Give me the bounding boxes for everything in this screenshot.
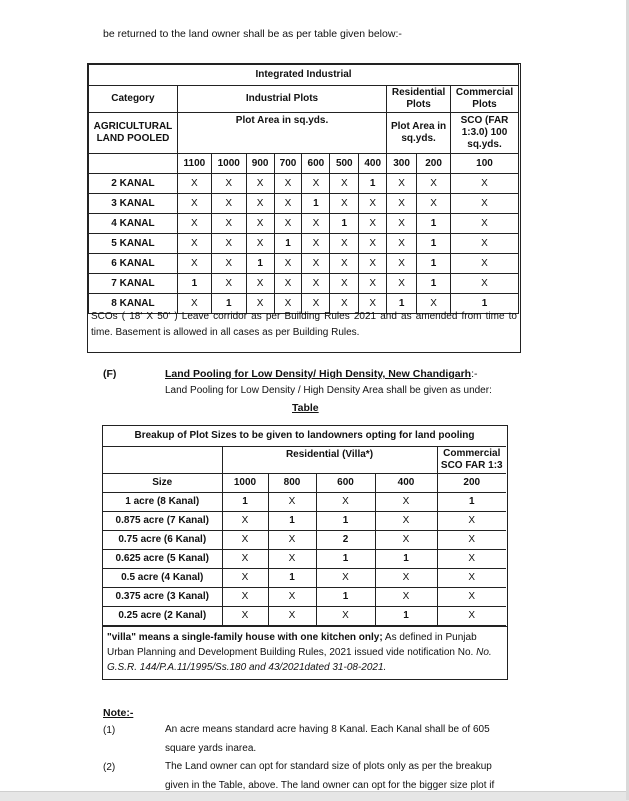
- table1-cell: X: [359, 234, 387, 254]
- table1-cell: X: [211, 174, 246, 194]
- table1-cell: X: [246, 234, 274, 254]
- table1-cell: X: [451, 214, 519, 234]
- table1-cell: X: [246, 214, 274, 234]
- table1-cell: X: [211, 234, 246, 254]
- table1-cell: X: [302, 174, 330, 194]
- table1-size: 100: [451, 154, 519, 174]
- table2-cell: X: [222, 588, 268, 607]
- table1-cell: X: [302, 274, 330, 294]
- table1-cell: 1: [387, 294, 417, 314]
- table1-cell: X: [274, 174, 302, 194]
- table2-cell: X: [375, 512, 437, 531]
- table1-cell: 1: [177, 274, 211, 294]
- table2-title: Breakup of Plot Sizes to be given to landowners opting for land pooling: [103, 426, 506, 447]
- section-f-label: (F): [103, 368, 117, 380]
- table2-cell: X: [222, 607, 268, 626]
- notes-heading: Note:-: [103, 707, 134, 719]
- table1-cell: 1: [451, 294, 519, 314]
- table2-row-label: 0.5 acre (4 Kanal): [103, 569, 222, 588]
- table2-cell: X: [375, 569, 437, 588]
- table1-cell: 1: [359, 174, 387, 194]
- table2-cell: 1: [222, 493, 268, 512]
- table2-cell: X: [268, 550, 316, 569]
- table2-size: 400: [375, 474, 437, 493]
- table2-head-size: Size: [103, 474, 222, 493]
- section-f-text: Land Pooling for Low Density / High Density Area shall be given as under:: [165, 385, 492, 396]
- table1-body: [89, 174, 519, 314]
- table1-head-residential: Residential Plots: [387, 86, 451, 113]
- table1-cell: X: [211, 214, 246, 234]
- table2-cell: X: [316, 493, 375, 512]
- table2-note-bold: "villa" means a single-family house with one kitchen only;: [107, 632, 383, 643]
- table1-cell: X: [302, 254, 330, 274]
- table1-size: 200: [417, 154, 451, 174]
- table1-cell: X: [211, 274, 246, 294]
- table1-row-label: 7 KANAL: [89, 274, 178, 294]
- note-text: The Land owner can opt for standard size of plots only as per the breakup given in the Table, above. The land owner can opt for the bigger size plot if: [165, 761, 495, 791]
- table1-cell: 1: [417, 214, 451, 234]
- table1-size: 1100: [177, 154, 211, 174]
- table1-row-label: 8 KANAL: [89, 294, 178, 314]
- table1-cell: X: [177, 214, 211, 234]
- table1-cell: X: [274, 214, 302, 234]
- table1-cell: X: [451, 194, 519, 214]
- table2-cell: X: [222, 512, 268, 531]
- table2-cell: X: [268, 607, 316, 626]
- table2-row: [103, 512, 506, 531]
- table1-row: [89, 214, 519, 234]
- table1-cell: X: [246, 174, 274, 194]
- table1-row: [89, 274, 519, 294]
- note-text: An acre means standard acre having 8 Kanal. Each Kanal shall be of 605 square yards inarea.: [165, 724, 490, 754]
- table1-cell: X: [387, 214, 417, 234]
- table1-cell: X: [302, 294, 330, 314]
- table1-cell: X: [211, 254, 246, 274]
- table1-row-label: 2 KANAL: [89, 174, 178, 194]
- table1-sub-agri: AGRICULTURAL LAND POOLED: [89, 113, 178, 154]
- table1-cell: X: [274, 294, 302, 314]
- table1-row-label: 3 KANAL: [89, 194, 178, 214]
- plot-breakup-table: [102, 425, 508, 680]
- table1-cell: X: [246, 194, 274, 214]
- table2-cell: 1: [375, 550, 437, 569]
- table2-cell: X: [222, 531, 268, 550]
- table1-sub-commercial: SCO (FAR 1:3.0) 100 sq.yds.: [451, 113, 519, 154]
- table1-cell: X: [417, 174, 451, 194]
- table1-cell: X: [246, 294, 274, 314]
- table1-title: Integrated Industrial: [89, 65, 519, 86]
- table2-body: [103, 493, 506, 626]
- table1-cell: X: [274, 194, 302, 214]
- table1-cell: 1: [417, 274, 451, 294]
- table2-row: [103, 531, 506, 550]
- table2-cell: X: [268, 531, 316, 550]
- table1-cell: X: [330, 274, 359, 294]
- table1-cell: X: [451, 174, 519, 194]
- table2-size: 800: [268, 474, 316, 493]
- table1-cell: X: [246, 274, 274, 294]
- table1-size: 500: [330, 154, 359, 174]
- table1-cell: X: [330, 174, 359, 194]
- table1-cell: X: [359, 194, 387, 214]
- table1-sub-residential: Plot Area in sq.yds.: [387, 113, 451, 154]
- table1-row: [89, 234, 519, 254]
- table1-cell: 1: [211, 294, 246, 314]
- table2-cell: X: [222, 550, 268, 569]
- table1-cell: X: [177, 234, 211, 254]
- table2-cell: X: [375, 588, 437, 607]
- table1-cell: X: [302, 214, 330, 234]
- table2-cell: X: [437, 569, 506, 588]
- table2-cell: X: [437, 607, 506, 626]
- table1-cell: X: [387, 274, 417, 294]
- table2-head-commercial: Commercial SCO FAR 1:3: [437, 447, 506, 474]
- note-number: (1): [103, 725, 116, 736]
- table2-row: [103, 607, 506, 626]
- table1-size: 700: [274, 154, 302, 174]
- table1-cell: 1: [274, 234, 302, 254]
- table1-cell: X: [274, 254, 302, 274]
- table1-cell: X: [359, 274, 387, 294]
- table1-cell: X: [387, 194, 417, 214]
- table1-cell: X: [387, 254, 417, 274]
- table1-cell: X: [302, 234, 330, 254]
- table2-row-label: 0.875 acre (7 Kanal): [103, 512, 222, 531]
- table2-cell: 1: [375, 607, 437, 626]
- table1-cell: X: [451, 254, 519, 274]
- table1-cell: X: [330, 294, 359, 314]
- table2-row: [103, 569, 506, 588]
- table2-cell: 1: [268, 512, 316, 531]
- integrated-industrial-table: [87, 63, 521, 353]
- table2-cell: X: [437, 588, 506, 607]
- table1-cell: X: [451, 234, 519, 254]
- table1-row-label: 4 KANAL: [89, 214, 178, 234]
- table1-row-label: 6 KANAL: [89, 254, 178, 274]
- table1-cell: X: [177, 254, 211, 274]
- table1-sub-industrial: Plot Area in sq.yds.: [177, 113, 386, 154]
- table2-row-label: 0.375 acre (3 Kanal): [103, 588, 222, 607]
- table2-cell: X: [437, 550, 506, 569]
- table1-row: [89, 174, 519, 194]
- table1-cell: 1: [417, 254, 451, 274]
- table1-note: SCOs ( 18' X 50' ) Leave corridor as per Building Rules 2021 and as amended from time to time. Basement is allowed in all cases as per Building Rules.: [91, 311, 517, 338]
- table1-cell: 1: [246, 254, 274, 274]
- table1-size-blank: [89, 154, 178, 174]
- table2-row-label: 0.25 acre (2 Kanal): [103, 607, 222, 626]
- table1-cell: X: [274, 274, 302, 294]
- table2-cell: X: [316, 569, 375, 588]
- section-f-title-text: Land Pooling for Low Density/ High Density, New Chandigarh: [165, 368, 472, 380]
- table1-cell: X: [211, 194, 246, 214]
- table1-cell: X: [177, 294, 211, 314]
- table1-cell: X: [330, 234, 359, 254]
- table2-cell: X: [268, 493, 316, 512]
- table2-cell: X: [268, 588, 316, 607]
- table1-cell: X: [387, 174, 417, 194]
- table2-row: [103, 493, 506, 512]
- table1-size: 900: [246, 154, 274, 174]
- table2-note-plain: As defined in Punjab Urban Planning and Development Building Rules, 2021 issued vide notification No.: [107, 632, 477, 658]
- table1-cell: 1: [302, 194, 330, 214]
- table2-note: [103, 626, 507, 679]
- table1-head-category: Category: [89, 86, 178, 113]
- table1-head-commercial: Commercial Plots: [451, 86, 519, 113]
- table1-size: 400: [359, 154, 387, 174]
- table1-cell: X: [177, 174, 211, 194]
- table1-row: [89, 254, 519, 274]
- table2-row-label: 1 acre (8 Kanal): [103, 493, 222, 512]
- table-label: Table: [292, 402, 319, 414]
- table1-cell: X: [177, 194, 211, 214]
- table1-size: 300: [387, 154, 417, 174]
- table2-cell: X: [375, 493, 437, 512]
- table1-cell: 1: [417, 234, 451, 254]
- table2-cell: X: [222, 569, 268, 588]
- table2-cell: X: [437, 531, 506, 550]
- table2-cell: 1: [316, 512, 375, 531]
- table2-cell: 2: [316, 531, 375, 550]
- section-f-title-suffix: :-: [471, 368, 478, 380]
- table2-grid: [103, 426, 506, 626]
- table2-cell: 1: [316, 550, 375, 569]
- note-number: (2): [103, 762, 116, 773]
- section-f-title: [165, 368, 478, 380]
- table1-cell: X: [417, 294, 451, 314]
- table2-row-label: 0.625 acre (5 Kanal): [103, 550, 222, 569]
- table1-cell: X: [387, 234, 417, 254]
- table2-cell: X: [316, 607, 375, 626]
- table1-cell: X: [359, 294, 387, 314]
- table1-head-industrial: Industrial Plots: [177, 86, 386, 113]
- table1-row: [89, 194, 519, 214]
- table2-size: 600: [316, 474, 375, 493]
- table1-cell: X: [417, 194, 451, 214]
- table2-cell: 1: [316, 588, 375, 607]
- table2-note-italic: No. G.S.R. 144/P.A.11/1995/Ss.180 and 43/2021dated 31-08-2021.: [107, 647, 492, 673]
- table2-cell: X: [437, 512, 506, 531]
- table1-cell: X: [330, 194, 359, 214]
- intro-text: be returned to the land owner shall be as per table given below:-: [103, 28, 402, 40]
- table2-row-label: 0.75 acre (6 Kanal): [103, 531, 222, 550]
- table2-size: 200: [437, 474, 506, 493]
- table2-cell: X: [375, 531, 437, 550]
- table2-size: 1000: [222, 474, 268, 493]
- table1-cell: X: [451, 274, 519, 294]
- table1-size: 600: [302, 154, 330, 174]
- table1-cell: X: [330, 254, 359, 274]
- table2-cell: 1: [437, 493, 506, 512]
- table2-cell: 1: [268, 569, 316, 588]
- table2-head-blank: [103, 447, 222, 474]
- table1-row-label: 5 KANAL: [89, 234, 178, 254]
- table1-cell: 1: [330, 214, 359, 234]
- table2-head-residential: Residential (Villa*): [222, 447, 437, 474]
- table2-row: [103, 588, 506, 607]
- table1-grid: [88, 64, 519, 314]
- table2-row: [103, 550, 506, 569]
- table1-cell: X: [359, 214, 387, 234]
- table1-size: 1000: [211, 154, 246, 174]
- table1-cell: X: [359, 254, 387, 274]
